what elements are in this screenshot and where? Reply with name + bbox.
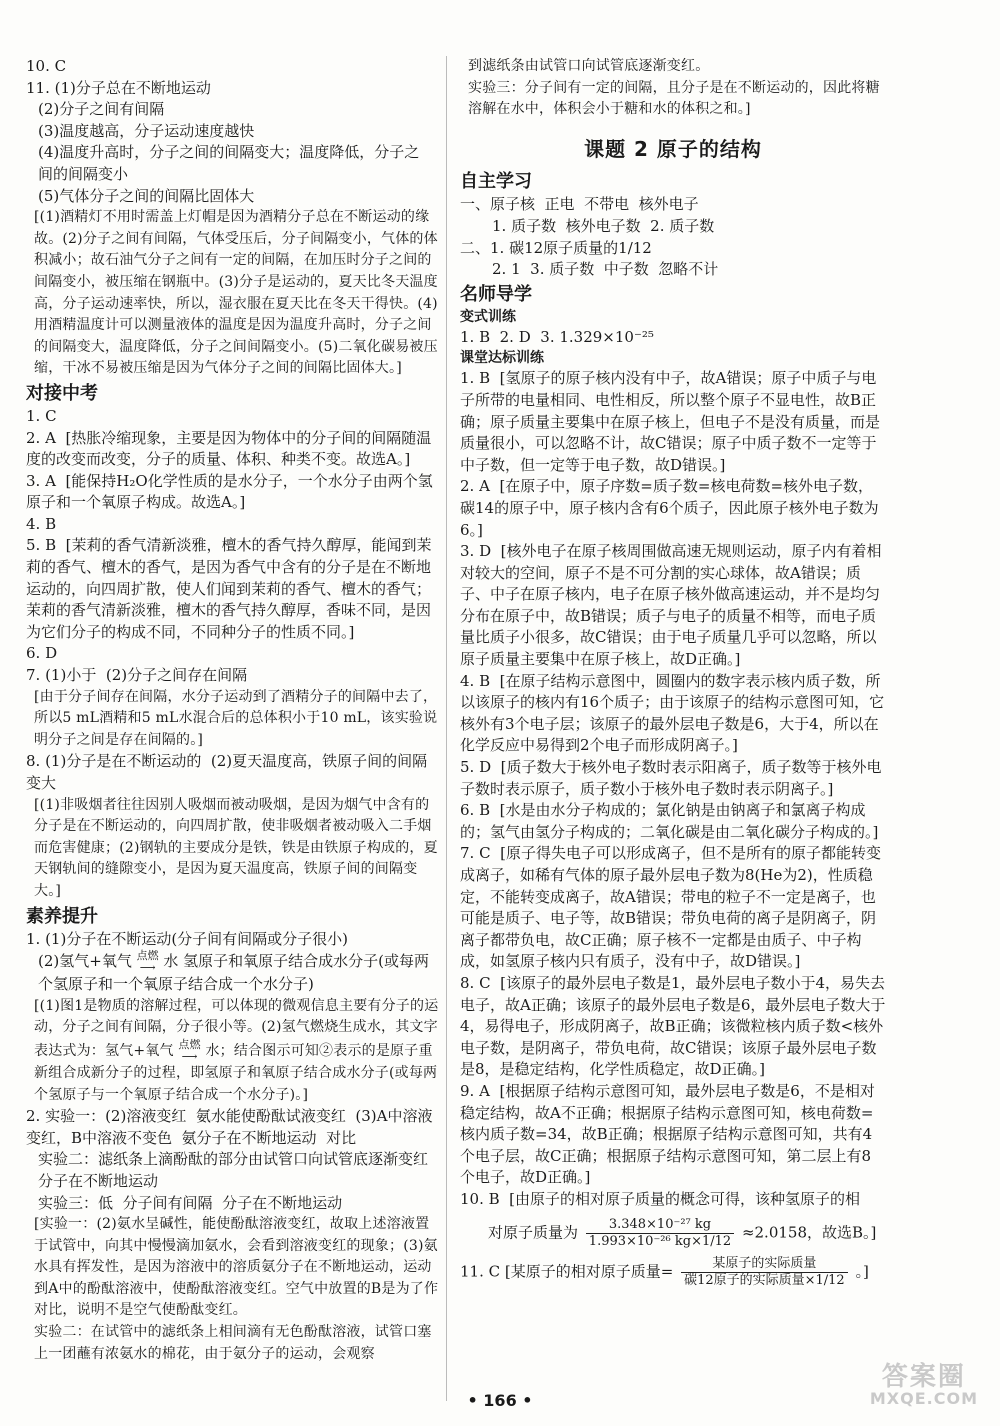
duijie-3: 3. A [能保持H₂O化学性质的是水分子，一个水分子由两个氢原子和一个氧原子构成。故选A。] [26,471,433,512]
suyang-1-reactants: (2)氢气+氧气 [38,952,132,971]
answer-11-part3: (3)温度越高，分子运动速度越快 [38,121,255,140]
fraction-2-denominator: 碳12原子的实际质量×1/12 [684,1272,845,1288]
watermark-logo [869,1361,978,1410]
ketang-6: 6. B [水是由水分子构成的；氯化钠是由钠离子和氯离子构成的；氢气由氢分子构成的；二氧化碳是由二氧化碳分子构成的。] [460,801,879,841]
duijie-7: 7. (1)小于 (2)分子之间存在间隔 [26,666,248,685]
suyang-2: 2. 实验一：(2)溶液变红 氨水能使酚酞试液变红 (3)A中溶液变红，B中溶液不变色 氨分子在不断地运动 对比 [26,1107,433,1147]
ketang-3: 3. D [核外电子在原子核周围做高速无规则运动，原子内有着相对较大的空间，原子不是不可分割的实心球体，故A错误；质子、中子在原子核内，电子在原子核外做高速运动，并不是均匀分布在原子中，故B错误；质子与电子的质量不相等，而电子质量比质子小很多，故C错误；由于电子质量几乎可以忽略，所以原子质量主要集中在原子核上，故D正确。] [460,542,882,669]
suyang-2-exp3: 实验三：低 分子间有间隔 分子在不断地运动 [38,1193,343,1212]
suyang-1-product: 水 氢原子和氧原子结合成水分子(或每两个氢原子和一个氧原子结合成一个水分子) [38,952,430,994]
continued-text-1: 到滤纸条由试管口向试管底逐渐变红。 [468,58,710,74]
fraction-numerator: 3.348×10⁻²⁷ kg [586,1217,734,1234]
ketang-10-formula [460,1217,886,1250]
answer-11: 11. (1)分子总在不断地运动 [26,78,211,97]
section-heading-suyang: 素养提升 [26,905,98,927]
bianshi-answers: 1. B 2. D 3. 1.329×10⁻²⁵ [460,327,654,346]
answer-11-explanation: [(1)酒精灯不用时需盖上灯帽是因为酒精分子总在不断运动的缘故。(2)分子之间有间隔，气体受压后，分子间隔变小，气体的体积减小；故石油气分子之间有一定的间隔，在加压时分子之间的间隔变小，被压缩在钢瓶中。(3)分子是运动的，夏天比冬天温度高，分子运动速率快，所以，湿衣服在夏天比在冬天干得快。(4)用酒精温度计可以测量液体的温度是因为温度升高时，分子之间的间隔变大，温度降低，分子之间间隔变小。(5)二氧化碳易被压缩，干冰不易被压缩是因为气体分子之间的间隔比固体大。] [34,209,438,377]
formula-label: 对原子质量为 [488,1223,579,1241]
column-divider [446,56,447,1401]
section-heading-duijie: 对接中考 [26,382,98,404]
duijie-2: 2. A [热胀冷缩现象，主要是因为物体中的分子间的间隔随温度的改变而改变，分子的质量、体积、种类不变。故选A。] [26,428,432,469]
subheading-ketang: 课堂达标训练 [460,350,544,367]
ketang-11-tail: 。] [855,1262,869,1280]
zizhu-4: 2. 1 3. 质子数 中子数 忽略不计 [492,260,719,279]
suyang-1-explanation-b: 水；结合图示可知②表示的是原子重新组合成新分子的过程，即氢原子和氧原子结合成水分子(或每两个氢原子与一个氧原子结合成一个水分子)。] [34,1042,438,1103]
watermark-text: 答案圈 [881,1361,966,1392]
watermark-url: MXQE.COM [869,1389,978,1409]
duijie-1: 1. C [26,406,57,425]
reaction-condition-2: 点燃 [178,1037,201,1051]
answer-11-part2: (2)分子之间有间隔 [38,100,165,119]
reaction-arrow [137,950,159,974]
answer-11-part4a: (4)温度升高时，分子之间的间隔变大；温度降低，分子之 [38,143,420,162]
fraction-2-numerator: 某原子的实际质量 [681,1256,848,1273]
ketang-10: 10. B [由原子的相对原子质量的概念可得，该种氢原子的相 [460,1189,861,1208]
right-column [460,56,886,1295]
duijie-8: 8. (1)分子是在不断运动的 (2)夏天温度高，铁原子间的间隔变大 [26,752,428,792]
left-column [26,56,440,1365]
zizhu-1: 一、原子核 正电 不带电 核外电子 [460,195,699,214]
ketang-5: 5. D [质子数大于核外电子数时表示阳离子，质子数等于核外电子数时表示原子，质子数小于核外电子数时表示阴离子。] [460,758,882,798]
fraction-denominator: 1.993×10⁻²⁶ kg×1/12 [588,1233,732,1249]
fraction-2 [681,1256,848,1289]
ketang-1: 1. B [氢原子的原子核内没有中子，故A错误；原子中质子与电子所带的电量相同、电性相反，所以整个原子不显电性，故B正确；原子质量主要集中在原子核上，但电子不是没有质量，而是质量很小，可以忽略不计，故C错误；原子中质子数不一定等于中子数，但一定等于电子数，故D错误。] [460,369,881,474]
duijie-7-explanation: [由于分子间存在间隔，水分子运动到了酒精分子的间隔中去了，所以5 mL酒精和5 mL水混合后的总体积小于10 mL，该实验说明分子之间是存在间隔的。] [34,688,438,748]
duijie-4: 4. B [26,514,57,533]
continued-text-2: 实验三：分子间有一定的间隔，且分子是在不断运动的，因此将糖溶解在水中，体积会小于糖和水的体积之和。] [468,79,880,118]
zizhu-2: 1. 质子数 核外电子数 2. 质子数 [492,216,715,235]
suyang-2-explanation-2: 实验二：在试管中的滤纸条上相间滴有无色酚酞溶液，试管口塞上一团蘸有浓氨水的棉花，由于氨分子的运动，会观察 [34,1324,432,1362]
duijie-6: 6. D [26,644,58,663]
lesson-title: 课题 2 原子的结构 [584,136,762,161]
section-heading-mingshi: 名师导学 [460,283,532,305]
ketang-8: 8. C [该原子的最外层电子数是1，最外层电子数小于4，易失去电子，故A正确；该原子的最外层电子数是6，最外层电子数大于4，易得电子，形成阴离子，故B正确；该微粒核内质子数<核外电子数，是阴离子，带负电荷，故C错误；该原子最外层电子数是8，是稳定结构，化学性质稳定，故D正确。] [460,973,886,1079]
suyang-1-explanation [26,996,440,1106]
reaction-condition: 点燃 [136,949,159,963]
suyang-1: 1. (1)分子在不断运动(分子间有间隔或分子很小) [26,929,349,948]
suyang-2-explanation: [实验一：(2)氨水呈碱性，能使酚酞溶液变红，故取上述溶液置于试管中，向其中慢慢滴加氨水，会看到溶液变红的现象；(3)氨水具有挥发性，是因为溶液中的溶质氨分子在不断地运动，运动到A中的酚酞溶液中，使酚酞溶液变红。空气中放置的B是为了作对比，说明不是空气使酚酞变红。 [34,1216,439,1319]
answer-11-part5: (5)气体分子之间的间隔比固体大 [38,186,255,205]
suyang-1-part2 [26,950,440,996]
answer-10: 10. C [26,57,67,75]
answer-11-part4b: 间的间隔变小 [38,164,129,183]
arrow-line-2: ⟶ [181,1049,198,1063]
reaction-arrow-2 [178,1039,200,1063]
ketang-2: 2. A [在原子中，原子序数=质子数=核电荷数=核外电子数，碳14的原子中，原子核内含有6个质子，因此原子核外电子数为6。] [460,477,879,539]
zizhu-3: 二、1. 碳12原子质量的1/12 [460,238,652,257]
arrow-line: ⟶ [139,961,156,975]
suyang-1-explanation-a: [(1)图1是物质的溶解过程，可以体现的微观信息主要有分子的运动，分子之间有间隔，分子很小等。(2)氢气燃烧生成水，其文字表达式为：氢气+氧气 [34,997,439,1059]
duijie-8-explanation: [(1)非吸烟者往往因别人吸烟而被动吸烟，是因为烟气中含有的分子是在不断运动的，向四周扩散，使非吸烟者被动吸入二手烟而危害健康；(2)钢轨的主要成分是铁，铁是由铁原子构成的，夏天钢轨间的缝隙变小，是因为夏天温度高，铁原子间的间隔变大。] [34,796,438,899]
section-heading-zizhu: 自主学习 [460,171,532,193]
fraction [586,1217,734,1250]
suyang-2-exp2: 实验二：滤纸条上滴酚酞的部分由试管口向试管底逐渐变红 分子在不断地运动 [38,1150,438,1190]
page-number: • 166 • [467,1391,533,1410]
ketang-11-label: 11. C [某原子的相对原子质量= [460,1262,674,1280]
ketang-9: 9. A [根据原子结构示意图可知，最外层电子数是6，不是相对稳定结构，故A不正确；根据原子结构示意图可知，核电荷数=核内质子数=34，故B正确；根据原子结构示意图可知，共有4个电子层，故C正确；根据原子结构示意图可知，第二层上有8个电子，故D正确。] [460,1081,875,1187]
ketang-7: 7. C [原子得失电子可以形成离子，但不是所有的原子都能转变成离子，如稀有气体的原子最外层电子数为8(He为2)，性质稳定，不能转变成离子，故A错误；带电的粒子不一定是离子，也可能是质子、电子等，故B错误；带负电荷的离子是阴离子，阴离子都带负电，故C正确；原子核不一定都是由质子、中子构成，如氢原子核内只有质子，没有中子，故D错误。] [460,844,881,971]
subheading-bianshi: 变式训练 [460,308,516,325]
formula-result: ≈2.0158，故选B。] [741,1223,877,1241]
ketang-4: 4. B [在原子结构示意图中，圆圈内的数字表示核内质子数，所以该原子的核内有16个质子；由于该原子的结构示意图可知，它核外有3个电子层；该原子的最外层电子数是6，大于4，所以在化学反应中易得到2个电子而形成阴离子。] [460,671,885,755]
ketang-11 [460,1256,886,1289]
duijie-5: 5. B [茉莉的香气清新淡雅，檀木的香气持久醇厚，能闻到茉莉的香气、檀木的香气，是因为香气中含有的分子是在不断地运动的，向四周扩散，使人们闻到茉莉的香气、檀木的香气；茉莉的香气清新淡雅，檀木的香气持久醇厚，香味不同，是因为它们分子的构成不同，不同种分子的性质不同。] [26,536,432,641]
